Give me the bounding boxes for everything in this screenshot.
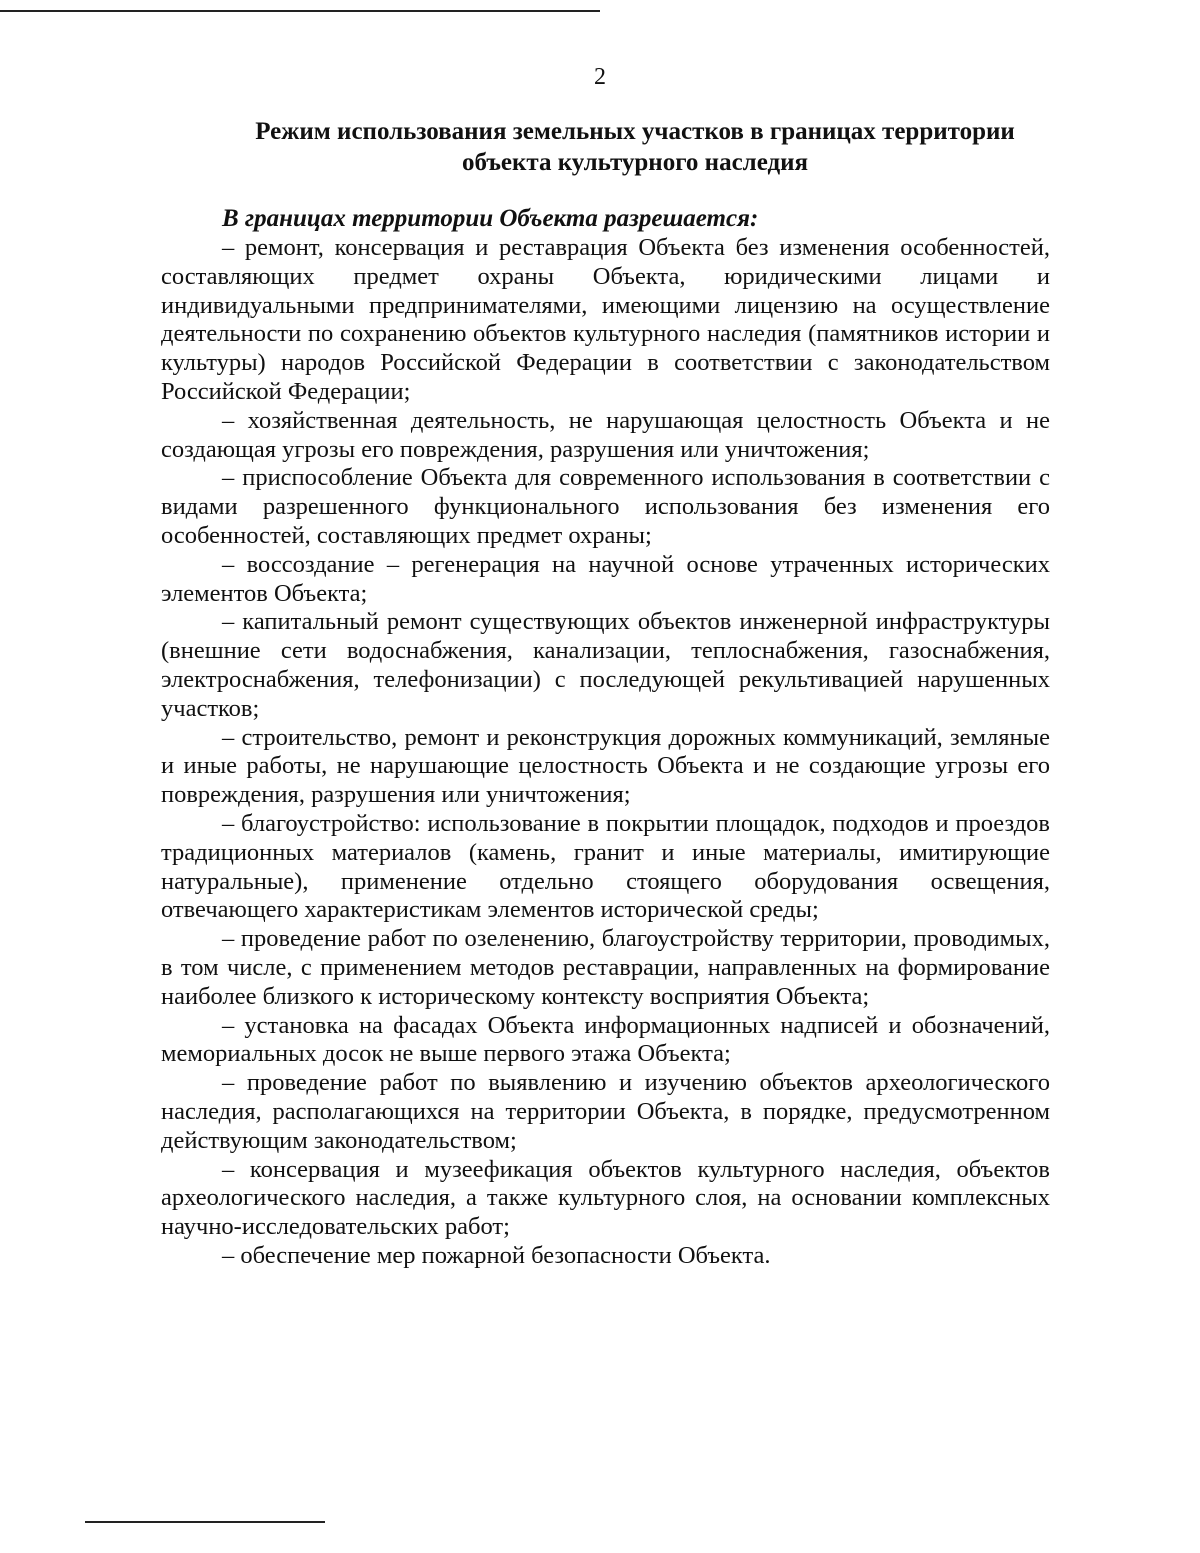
page-number: 2 (594, 64, 606, 90)
list-item-economic-activity: – хозяйственная деятельность, не нарушающая целостность Объекта и не создающая угрозы его повреждения, разрушения или уничтожения; (161, 406, 1050, 463)
title-line-2: объекта культурного наследия (461, 149, 809, 176)
list-item-recreation: – воссоздание – регенерация на научной основе утраченных исторических элементов Объекта; (161, 550, 1050, 607)
list-item-signage: – установка на фасадах Объекта информационных надписей и обозначений, мемориальных досок не выше первого этажа Объекта; (161, 1011, 1050, 1068)
scan-edge-line-top (0, 10, 600, 12)
list-item-restoration: – ремонт, консервация и реставрация Объекта без изменения особенностей, составляющих предмет охраны Объекта, юридическими лицами и индивидуальными предпринимателями, имеющими лицензию на осуществление деятельности по сохранению объектов культурного наследия (памятников истории и культуры) народов Российской Федерации в соответствии с законодательством Российской Федерации; (161, 234, 1050, 405)
permitted-activities-list (161, 234, 1050, 1271)
list-item-fire-safety: – обеспечение мер пожарной безопасности Объекта. (222, 1241, 771, 1269)
title-line-1: Режим использования земельных участков в границах территории (255, 118, 1015, 145)
document-title (215, 116, 1055, 178)
list-item-infrastructure-repair: – капитальный ремонт существующих объектов инженерной инфраструктуры (внешние сети водоснабжения, канализации, теплоснабжения, газоснабжения, электроснабжения, телефонизации) с последующей рекультивацией нарушенных участков; (161, 608, 1050, 722)
footnote-separator-line (85, 1521, 325, 1523)
list-item-landscaping: – благоустройство: использование в покрытии площадок, подходов и проездов традиционных материалов (камень, гранит и иные материалы, имитирующие натуральные), применение отдельно стоящего оборудования освещения, отвечающего характеристикам элементов исторической среды; (161, 809, 1050, 924)
list-item-conservation: – консервация и музеефикация объектов культурного наследия, объектов археологического наследия, а также культурного слоя, на основании комплексных научно-исследовательских работ; (161, 1155, 1050, 1241)
list-item-adaptation: – приспособление Объекта для современного использования в соответствии с видами разрешенного функционального использования без изменения его особенностей, составляющих предмет охраны; (161, 464, 1050, 549)
section-intro: В границах территории Объекта разрешается: (222, 205, 759, 232)
list-item-archaeology: – проведение работ по выявлению и изучению объектов археологического наследия, располагающихся на территории Объекта, в порядке, предусмотренном действующим законодательством; (161, 1069, 1050, 1154)
list-item-greening: – проведение работ по озеленению, благоустройству территории, проводимых, в том числе, с применением методов реставрации, направленных на формирование наиболее близкого к историческому контексту восприятия Объекта; (161, 925, 1050, 1010)
list-item-road-works: – строительство, ремонт и реконструкция дорожных коммуникаций, земляные и иные работы, не нарушающие целостность Объекта и не создающие угрозы его повреждения, разрушения или уничтожения; (161, 723, 1050, 809)
